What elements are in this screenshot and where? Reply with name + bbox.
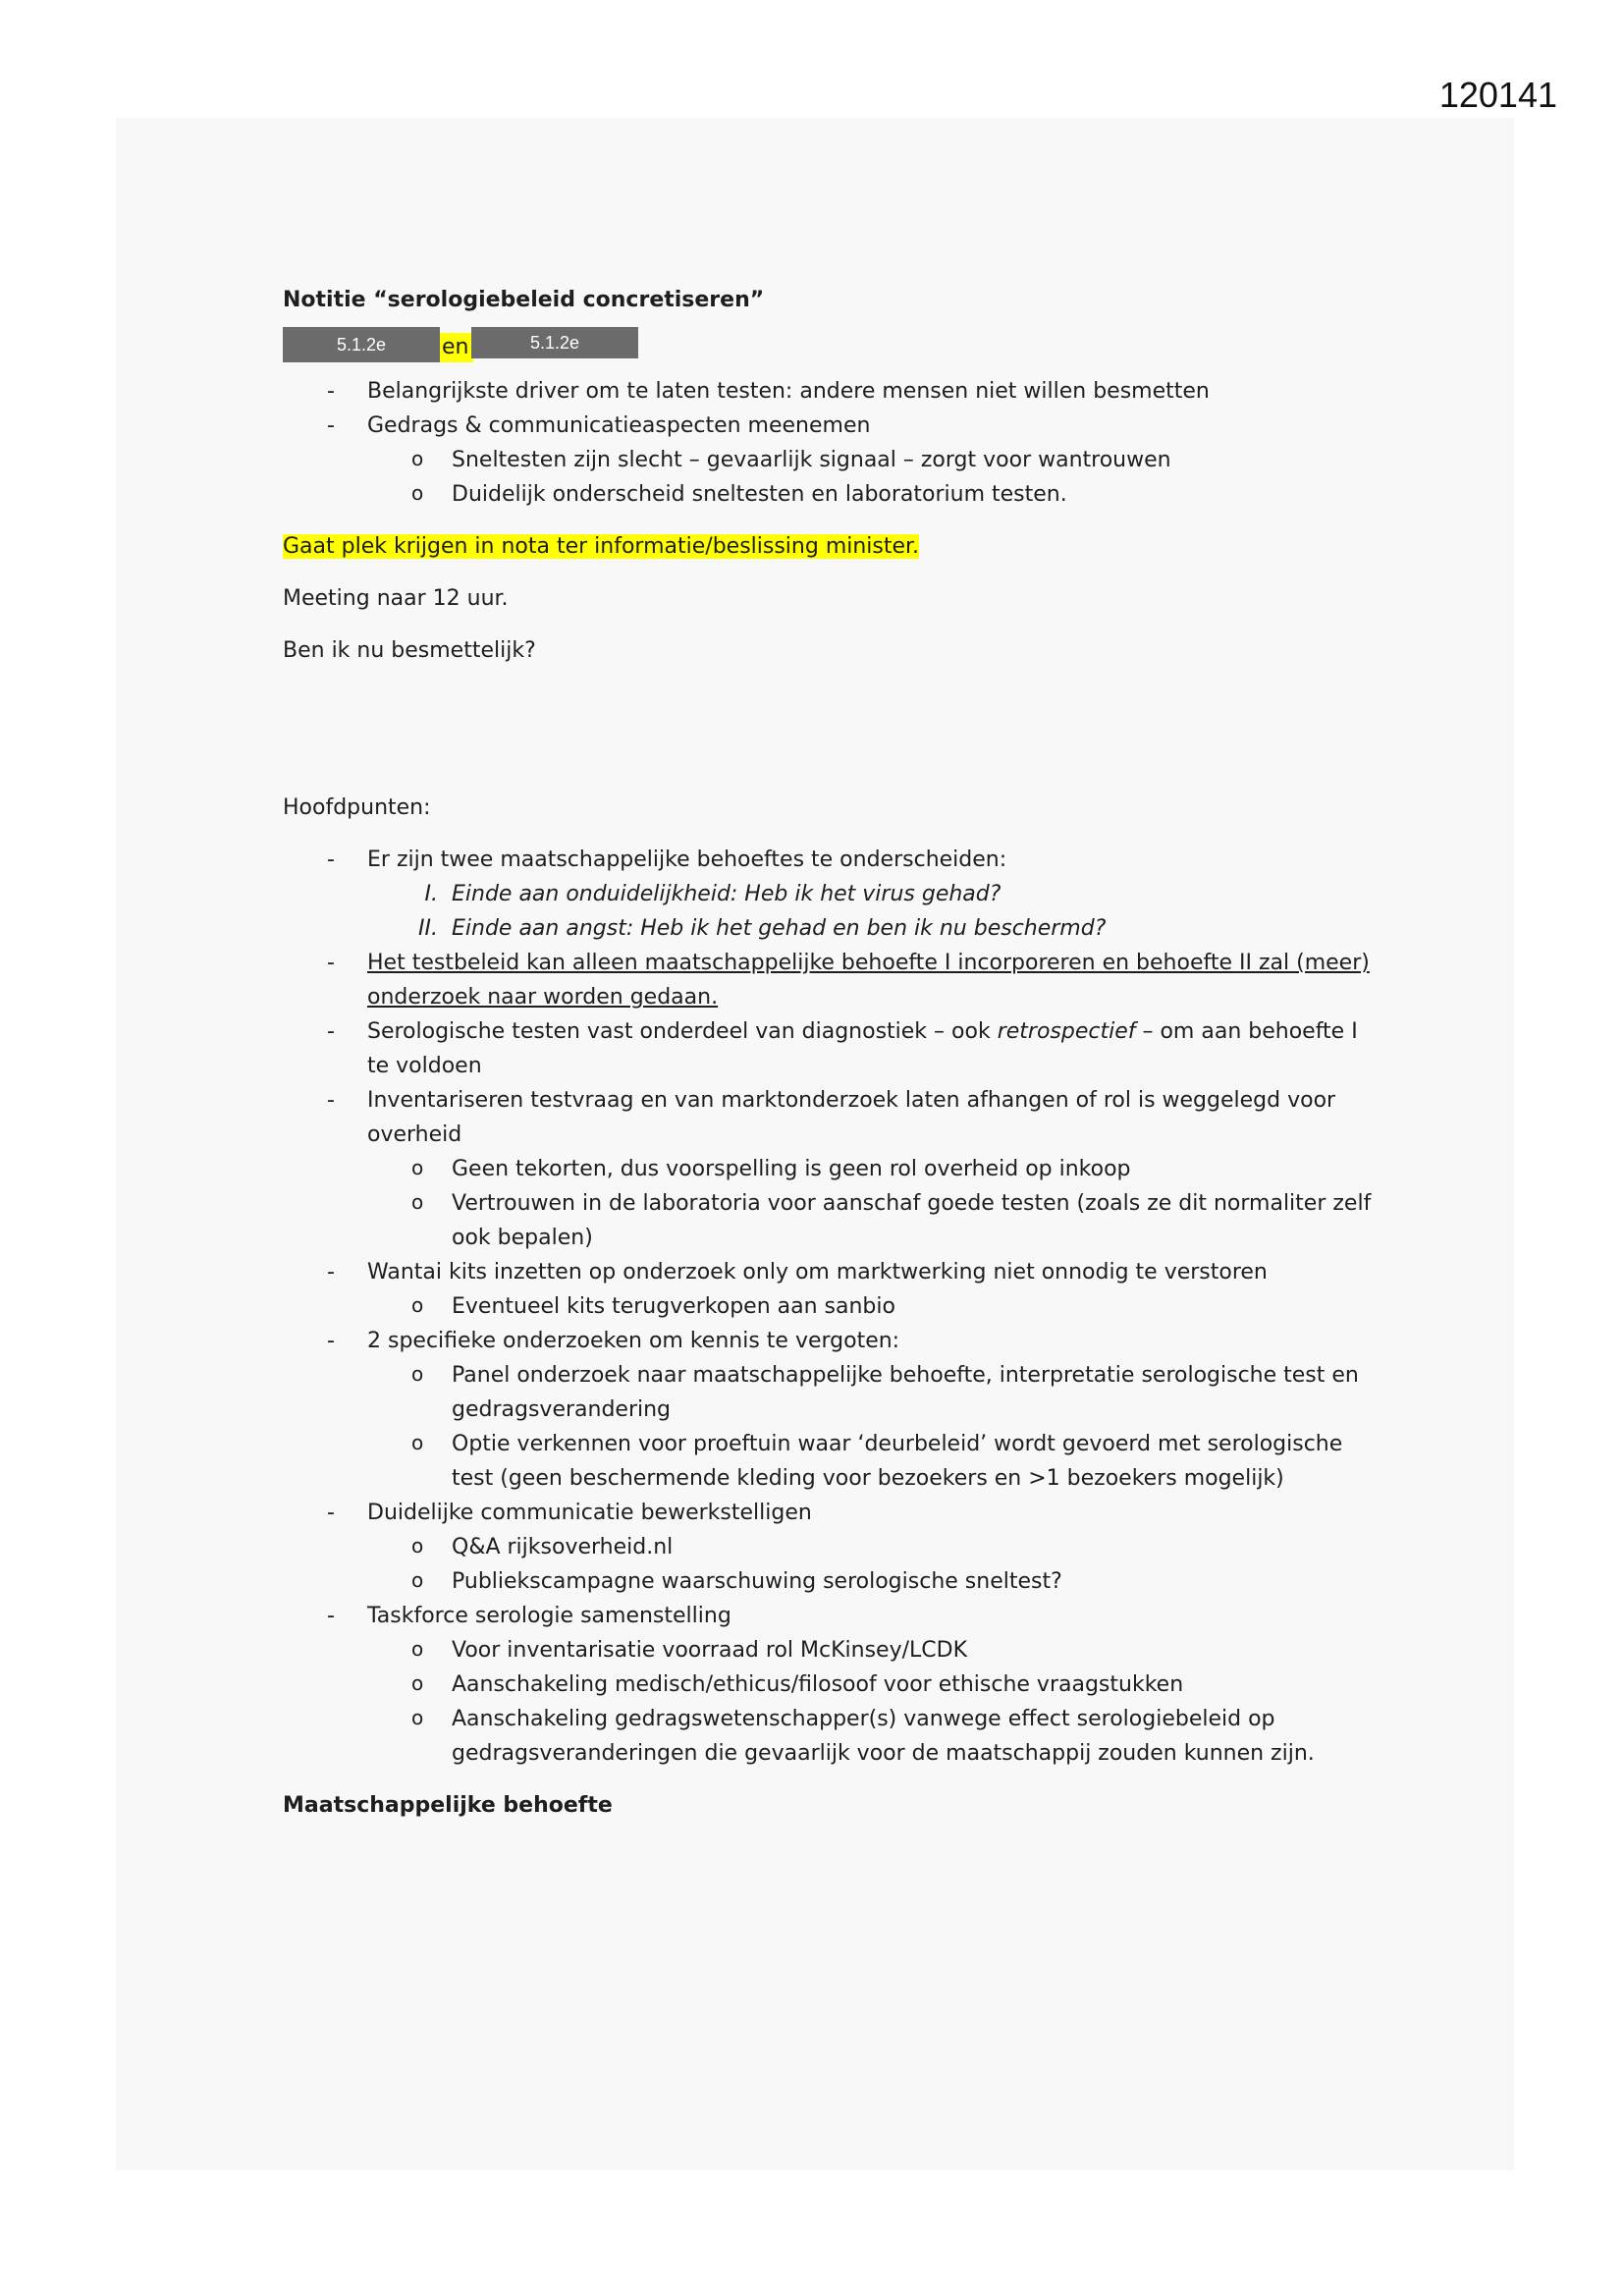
sub-list-item: o Panel onderzoek naar maatschappelijke behoefte, interpretatie serologische test en gedragsverandering [283, 1358, 1373, 1427]
intro-bullet-list [283, 374, 1373, 512]
sub-list-item: o Aanschakeling medisch/ethicus/filosoof voor ethische vraagstukken [283, 1667, 1373, 1702]
question-line: Ben ik nu besmettelijk? [283, 638, 536, 663]
sub-list [367, 1633, 1373, 1771]
list-item: - Er zijn twee maatschappelijke behoeftes te onderscheiden: I. Einde aan onduidelijkheid: Heb ik het virus gehad? II. Einde aan angst: Heb ik het gehad en ben ik nu beschermd? [283, 843, 1373, 946]
hoofdpunten-label: Hoofdpunten: [283, 795, 431, 820]
list-item: - Inventariseren testvraag en van marktonderzoek laten afhangen of rol is weggelegd voor overheid o Geen tekorten, dus voorspelling is geen rol overheid op inkoop o Vertrouwen in de laboratoria voor aanschaf goede testen (zoals ze dit normaliter zelf ook bepalen) [283, 1083, 1373, 1255]
redaction-row [283, 325, 1373, 362]
highlighted-line: Gaat plek krijgen in nota ter informatie/beslissing minister. [283, 534, 920, 559]
roman-item: II. Einde aan angst: Heb ik het gehad en ben ik nu beschermd? [418, 916, 1107, 941]
list-item: - Duidelijke communicatie bewerkstelligen o Q&A rijksoverheid.nl o Publiekscampagne waarschuwing serologische sneltest? [283, 1496, 1373, 1599]
list-item: - Serologische testen vast onderdeel van diagnostiek – ook retrospectief – om aan behoefte I te voldoen [283, 1014, 1373, 1083]
sub-list [367, 1530, 1373, 1599]
sub-list-item: o Duidelijk onderscheid sneltesten en laboratorium testen. [283, 477, 1373, 512]
section-heading: Maatschappelijke behoefte [283, 1793, 613, 1818]
list-item: - Belangrijkste driver om te laten testen: andere mensen niet willen besmetten [283, 374, 1373, 409]
sub-list-item: o Eventueel kits terugverkopen aan sanbio [283, 1289, 1373, 1324]
redaction-block: 5.1.2e [283, 327, 440, 362]
list-item: - 2 specifieke onderzoeken om kennis te vergoten: o Panel onderzoek naar maatschappelijke behoefte, interpretatie serologische test en gedragsverandering o Optie verkennen voor proeftuin waar ‘deurbeleid’ wordt gevoerd met serologische test (geen beschermende kleding voor bezoekers en >1 bezoekers mogelijk) [283, 1324, 1373, 1496]
list-item: - Gedrags & communicatieaspecten meenemen o Sneltesten zijn slecht – gevaarlijk signaal – zorgt voor wantrouwen o Duidelijk onderscheid sneltesten en laboratorium testen. [283, 409, 1373, 512]
roman-list [367, 877, 1373, 946]
redaction-block: 5.1.2e [471, 327, 638, 358]
connector-word: en [440, 333, 473, 362]
roman-item: I. Einde aan onduidelijkheid: Heb ik het virus gehad? [424, 882, 1001, 906]
sub-list-item: o Voor inventarisatie voorraad rol McKinsey/LCDK [283, 1633, 1373, 1667]
sub-list [367, 1358, 1373, 1496]
list-item: - Taskforce serologie samenstelling o Voor inventarisatie voorraad rol McKinsey/LCDK o Aanschakeling medisch/ethicus/filosoof voor ethische vraagstukken o Aanschakeling gedragswetenschapper(s) vanwege effect serologiebeleid op gedragsveranderingen die gevaarlijk voor de maatschappij zouden kunnen zijn. [283, 1599, 1373, 1771]
sub-list-item: o Aanschakeling gedragswetenschapper(s) vanwege effect serologiebeleid op gedragsveranderingen die gevaarlijk voor de maatschappij zouden kunnen zijn. [283, 1702, 1373, 1771]
main-points-list [283, 843, 1373, 1771]
list-item: - Het testbeleid kan alleen maatschappelijke behoefte I incorporeren en behoefte II zal (meer) onderzoek naar worden gedaan. [283, 946, 1373, 1014]
meeting-line: Meeting naar 12 uur. [283, 586, 509, 611]
sub-list-item: o Publiekscampagne waarschuwing serologische sneltest? [283, 1564, 1373, 1599]
document-content [283, 283, 1373, 1823]
list-item: - Wantai kits inzetten op onderzoek only om marktwerking niet onnodig te verstoren o Eventueel kits terugverkopen aan sanbio [283, 1255, 1373, 1324]
document-number: 120141 [1438, 75, 1557, 115]
sub-list-item: o Optie verkennen voor proeftuin waar ‘deurbeleid’ wordt gevoerd met serologische test (geen beschermende kleding voor bezoekers en >1 bezoekers mogelijk) [283, 1427, 1373, 1496]
sub-list-item: o Q&A rijksoverheid.nl [283, 1530, 1373, 1564]
sub-list [367, 1152, 1373, 1255]
sub-list [367, 1289, 1373, 1324]
sub-list-item: o Vertrouwen in de laboratoria voor aanschaf goede testen (zoals ze dit normaliter zelf ook bepalen) [283, 1186, 1373, 1255]
sub-list-item: o Geen tekorten, dus voorspelling is geen rol overheid op inkoop [283, 1152, 1373, 1186]
sub-list-item: o Sneltesten zijn slecht – gevaarlijk signaal – zorgt voor wantrouwen [283, 443, 1373, 477]
note-title: Notitie “serologiebeleid concretiseren” [283, 288, 765, 312]
sub-list [367, 443, 1373, 512]
